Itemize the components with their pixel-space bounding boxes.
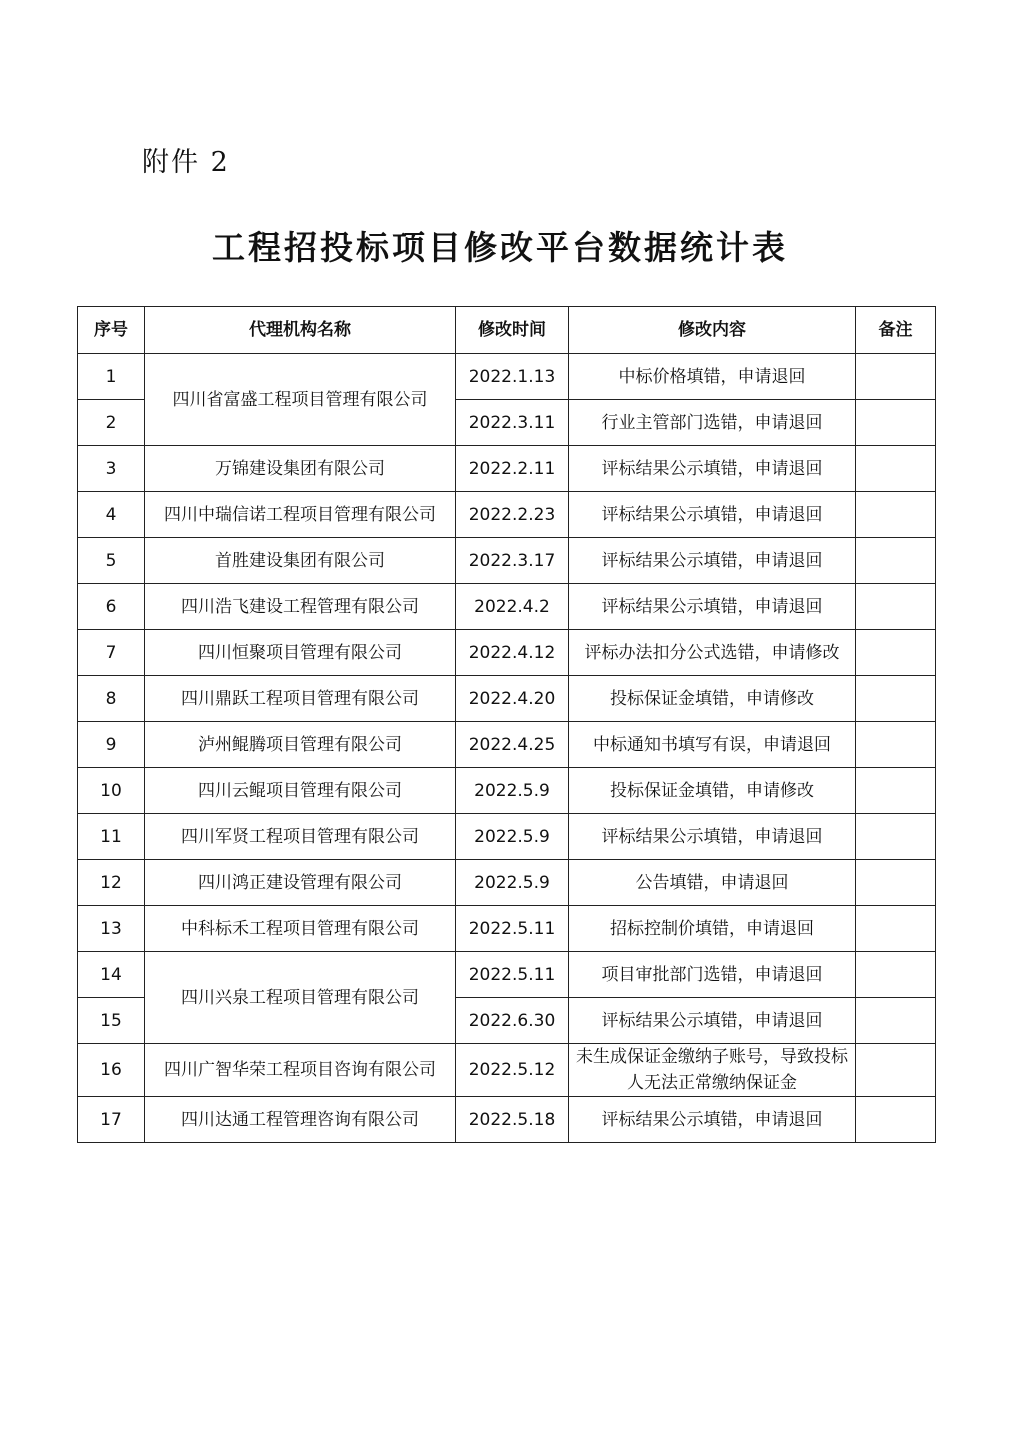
row-number: 17 xyxy=(78,1097,145,1143)
modify-date: 2022.5.11 xyxy=(456,952,569,998)
modify-date: 2022.5.9 xyxy=(456,768,569,814)
agency-name: 中科标禾工程项目管理有限公司 xyxy=(145,906,456,952)
modify-content: 评标结果公示填错，申请退回 xyxy=(569,814,856,860)
note-cell xyxy=(856,630,936,676)
modify-date: 2022.5.18 xyxy=(456,1097,569,1143)
row-number: 4 xyxy=(78,492,145,538)
note-cell xyxy=(856,860,936,906)
agency-name: 四川广智华荣工程项目咨询有限公司 xyxy=(145,1044,456,1097)
modify-content: 项目审批部门选错，申请退回 xyxy=(569,952,856,998)
note-cell xyxy=(856,722,936,768)
modify-content: 评标结果公示填错，申请退回 xyxy=(569,998,856,1044)
note-cell xyxy=(856,814,936,860)
row-number: 9 xyxy=(78,722,145,768)
agency-name: 泸州鲲腾项目管理有限公司 xyxy=(145,722,456,768)
agency-name: 四川鼎跃工程项目管理有限公司 xyxy=(145,676,456,722)
agency-name: 四川达通工程管理咨询有限公司 xyxy=(145,1097,456,1143)
table-row xyxy=(78,814,936,860)
modify-date: 2022.2.11 xyxy=(456,446,569,492)
agency-name: 四川中瑞信诺工程项目管理有限公司 xyxy=(145,492,456,538)
agency-name: 四川云鲲项目管理有限公司 xyxy=(145,768,456,814)
statistics-table xyxy=(77,306,936,1143)
table-row xyxy=(78,860,936,906)
modify-content: 行业主管部门选错，申请退回 xyxy=(569,400,856,446)
note-cell xyxy=(856,676,936,722)
column-header-date: 修改时间 xyxy=(456,307,569,354)
modify-content: 评标结果公示填错，申请退回 xyxy=(569,584,856,630)
note-cell xyxy=(856,492,936,538)
row-number: 14 xyxy=(78,952,145,998)
modify-date: 2022.4.2 xyxy=(456,584,569,630)
note-cell xyxy=(856,354,936,400)
agency-name: 四川恒聚项目管理有限公司 xyxy=(145,630,456,676)
modify-date: 2022.3.11 xyxy=(456,400,569,446)
table-header-row xyxy=(78,307,936,354)
row-number: 13 xyxy=(78,906,145,952)
modify-date: 2022.1.13 xyxy=(456,354,569,400)
row-number: 6 xyxy=(78,584,145,630)
row-number: 16 xyxy=(78,1044,145,1097)
agency-name: 四川浩飞建设工程管理有限公司 xyxy=(145,584,456,630)
modify-content: 公告填错，申请退回 xyxy=(569,860,856,906)
table-row xyxy=(78,446,936,492)
row-number: 15 xyxy=(78,998,145,1044)
modify-content: 未生成保证金缴纳子账号，导致投标人无法正常缴纳保证金 xyxy=(569,1044,856,1097)
modify-date: 2022.4.20 xyxy=(456,676,569,722)
agency-name: 首胜建设集团有限公司 xyxy=(145,538,456,584)
note-cell xyxy=(856,768,936,814)
agency-name: 万锦建设集团有限公司 xyxy=(145,446,456,492)
table-row xyxy=(78,952,936,998)
page-title: 工程招投标项目修改平台数据统计表 xyxy=(212,228,788,267)
modify-content: 中标价格填错，申请退回 xyxy=(569,354,856,400)
modify-content: 投标保证金填错，申请修改 xyxy=(569,676,856,722)
note-cell xyxy=(856,952,936,998)
modify-date: 2022.5.12 xyxy=(456,1044,569,1097)
note-cell xyxy=(856,400,936,446)
modify-content: 中标通知书填写有误，申请退回 xyxy=(569,722,856,768)
row-number: 11 xyxy=(78,814,145,860)
modify-date: 2022.4.25 xyxy=(456,722,569,768)
agency-name: 四川军贤工程项目管理有限公司 xyxy=(145,814,456,860)
modify-date: 2022.5.11 xyxy=(456,906,569,952)
modify-content: 评标结果公示填错，申请退回 xyxy=(569,538,856,584)
row-number: 10 xyxy=(78,768,145,814)
table-row xyxy=(78,538,936,584)
column-header-no: 序号 xyxy=(78,307,145,354)
column-header-content: 修改内容 xyxy=(569,307,856,354)
table-row xyxy=(78,630,936,676)
table-row xyxy=(78,584,936,630)
note-cell xyxy=(856,584,936,630)
row-number: 8 xyxy=(78,676,145,722)
table-row xyxy=(78,1097,936,1143)
modify-content: 评标办法扣分公式选错，申请修改 xyxy=(569,630,856,676)
table-row xyxy=(78,906,936,952)
row-number: 2 xyxy=(78,400,145,446)
table-row xyxy=(78,676,936,722)
modify-date: 2022.2.23 xyxy=(456,492,569,538)
note-cell xyxy=(856,446,936,492)
note-cell xyxy=(856,906,936,952)
agency-name: 四川省富盛工程项目管理有限公司 xyxy=(145,354,456,446)
modify-content: 招标控制价填错，申请退回 xyxy=(569,906,856,952)
row-number: 1 xyxy=(78,354,145,400)
modify-content: 评标结果公示填错，申请退回 xyxy=(569,1097,856,1143)
note-cell xyxy=(856,1097,936,1143)
modify-date: 2022.3.17 xyxy=(456,538,569,584)
modify-date: 2022.6.30 xyxy=(456,998,569,1044)
modify-content: 评标结果公示填错，申请退回 xyxy=(569,492,856,538)
table-row xyxy=(78,354,936,400)
modify-date: 2022.5.9 xyxy=(456,814,569,860)
attachment-label: 附件 2 xyxy=(142,147,230,178)
row-number: 7 xyxy=(78,630,145,676)
column-header-agency: 代理机构名称 xyxy=(145,307,456,354)
table-row xyxy=(78,768,936,814)
modify-date: 2022.4.12 xyxy=(456,630,569,676)
row-number: 3 xyxy=(78,446,145,492)
note-cell xyxy=(856,998,936,1044)
modify-content: 评标结果公示填错，申请退回 xyxy=(569,446,856,492)
table-row xyxy=(78,722,936,768)
modify-date: 2022.5.9 xyxy=(456,860,569,906)
note-cell xyxy=(856,538,936,584)
note-cell xyxy=(856,1044,936,1097)
agency-name: 四川鸿正建设管理有限公司 xyxy=(145,860,456,906)
table-row xyxy=(78,492,936,538)
modify-content: 投标保证金填错，申请修改 xyxy=(569,768,856,814)
row-number: 12 xyxy=(78,860,145,906)
column-header-note: 备注 xyxy=(856,307,936,354)
row-number: 5 xyxy=(78,538,145,584)
agency-name: 四川兴泉工程项目管理有限公司 xyxy=(145,952,456,1044)
table-row xyxy=(78,1044,936,1097)
